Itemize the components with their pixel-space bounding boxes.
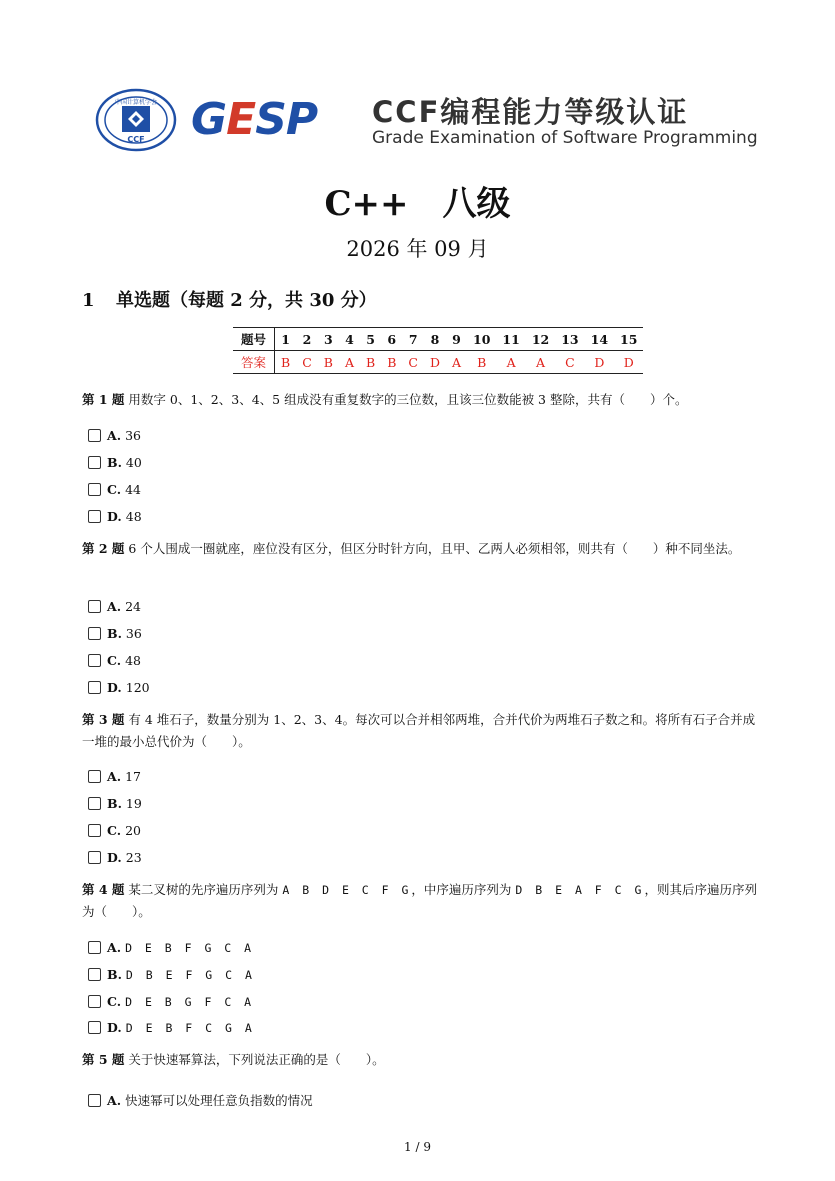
answer-cell: C [296,351,318,374]
exam-date: 2026 年 09 月 [346,237,489,261]
checkbox[interactable] [88,627,101,640]
answer-cell: B [275,351,297,374]
section-heading [82,286,377,312]
q2-option-c[interactable]: C. 48 [88,653,141,668]
checkbox[interactable] [88,429,101,442]
certification-subtitle: Grade Examination of Software Programming [372,128,758,148]
question-number-cell: 9 [446,328,467,351]
checkbox[interactable] [88,456,101,469]
question-label: 第 4 题 [82,882,125,897]
question-5 [82,1049,757,1071]
q1-option-d[interactable]: D. 48 [88,509,142,524]
q4-option-b[interactable]: B. D B E F G C A [88,967,255,982]
section-number: 1 [82,290,95,311]
checkbox[interactable] [88,600,101,613]
question-number-cell: 10 [467,328,496,351]
checkbox[interactable] [88,1094,101,1107]
checkbox[interactable] [88,995,101,1008]
exam-header [95,88,758,154]
question-1 [82,389,757,411]
question-text: 关于快速幂算法，下列说法正确的是（ ）。 [128,1052,385,1067]
checkbox[interactable] [88,681,101,694]
q1-option-b[interactable]: B. 40 [88,455,142,470]
question-number-cell: 2 [296,328,318,351]
question-text: 有 4 堆石子，数量分别为 1、2、3、4。每次可以合并相邻两堆，合并代价为两堆石子数之和。将所有石子合并成一堆的最小总代价为（ ）。 [82,712,756,749]
answer-cell: B [467,351,496,374]
question-4 [82,879,757,923]
q3-option-c[interactable]: C. 20 [88,823,141,838]
ccf-seal-logo [95,88,177,152]
checkbox[interactable] [88,1021,101,1034]
question-number-cell: 11 [496,328,525,351]
answer-cell: A [446,351,467,374]
question-text: 6 个人围成一圈就座，座位没有区分，但区分时针方向，且甲、乙两人必须相邻，则共有（ ）种不同坐法。 [128,541,741,556]
answer-cell: B [360,351,381,374]
checkbox[interactable] [88,483,101,496]
q4-option-c[interactable]: C. D E B G F C A [88,994,254,1009]
q3-option-b[interactable]: B. 19 [88,796,142,811]
certification-title: CCF编程能力等级认证 [372,95,689,129]
question-number-cell: 13 [555,328,584,351]
q4-option-a[interactable]: A. D E B F G C A [88,940,254,955]
question-text: 用数字 0、1、2、3、4、5 组成没有重复数字的三位数，且该三位数能被 3 整除，共有（ ）个。 [128,392,688,407]
question-text: ，中序遍历序列为 [411,882,512,897]
question-2 [82,538,757,560]
question-number-cell: 8 [424,328,446,351]
question-number-cell: 1 [275,328,297,351]
answer-cell: B [381,351,402,374]
checkbox[interactable] [88,654,101,667]
answer-cell: A [339,351,360,374]
seal-text-top: 中国计算机学会 [114,99,158,106]
q1-option-c[interactable]: C. 44 [88,482,141,497]
checkbox[interactable] [88,941,101,954]
q2-option-d[interactable]: D. 120 [88,680,150,695]
answer-cell: C [555,351,584,374]
question-label: 第 1 题 [82,392,125,407]
checkbox[interactable] [88,510,101,523]
q2-option-a[interactable]: A. 24 [88,599,141,614]
question-number-cell: 4 [339,328,360,351]
answer-cell: B [318,351,339,374]
page-number: 1 / 9 [404,1140,431,1154]
inorder-sequence: D B E A F C G [515,883,645,897]
checkbox[interactable] [88,797,101,810]
checkbox[interactable] [88,770,101,783]
q1-option-a[interactable]: A. 36 [88,428,141,443]
exam-title: C++ 八级 [324,184,511,224]
answer-table-answer-row [233,351,643,374]
q5-option-a[interactable]: A. 快速幂可以处理任意负指数的情况 [88,1091,313,1109]
question-number-cell: 6 [381,328,402,351]
question-label: 第 5 题 [82,1052,125,1067]
answer-table [233,327,643,374]
question-text: ，则其后序遍历序列为（ ）。 [82,882,757,919]
q3-option-a[interactable]: A. 17 [88,769,141,784]
question-number-cell: 15 [614,328,643,351]
answer-cell: D [614,351,643,374]
checkbox[interactable] [88,968,101,981]
q3-option-d[interactable]: D. 23 [88,850,142,865]
question-label: 第 2 题 [82,541,125,556]
question-number-cell: 3 [318,328,339,351]
answer-cell: D [585,351,614,374]
preorder-sequence: A B D E C F G [282,883,412,897]
question-number-cell: 12 [526,328,555,351]
checkbox[interactable] [88,851,101,864]
checkbox[interactable] [88,824,101,837]
answer-cell: D [424,351,446,374]
answer-cell: A [496,351,525,374]
section-title: 单选题（每题 2 分，共 30 分） [116,290,377,311]
seal-text-bottom: CCF [127,135,145,144]
row-label-answer: 答案 [233,351,275,374]
answer-cell: A [526,351,555,374]
q4-option-d[interactable]: D. D E B F C G A [88,1020,255,1035]
row-label-number: 题号 [233,328,275,351]
question-number-cell: 5 [360,328,381,351]
question-label: 第 3 题 [82,712,125,727]
q2-option-b[interactable]: B. 36 [88,626,142,641]
answer-cell: C [402,351,424,374]
answer-table-number-row [233,328,643,351]
question-3 [82,709,757,753]
gesp-logo: GESP [191,94,318,145]
question-number-cell: 14 [585,328,614,351]
question-text: 某二叉树的先序遍历序列为 [128,882,279,897]
question-number-cell: 7 [402,328,424,351]
